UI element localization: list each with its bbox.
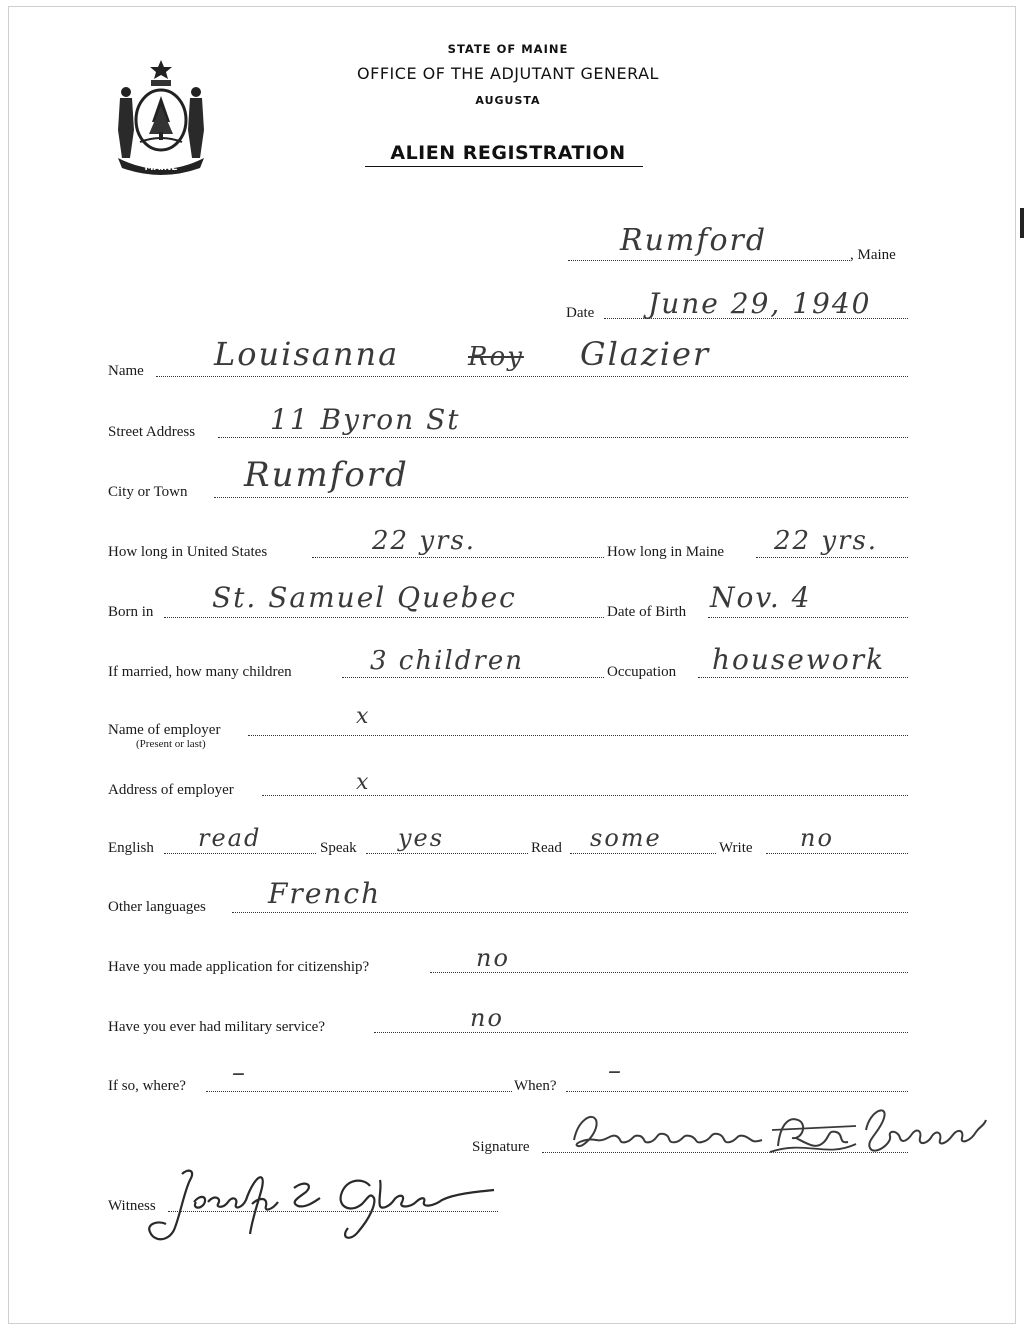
other-languages-dotline <box>232 912 908 913</box>
header-city: AUGUSTA <box>475 94 541 107</box>
citizenship-label: Have you made application for citizenship? <box>108 959 370 975</box>
born-in-entry: St. Samuel Quebec <box>212 581 517 614</box>
military-dotline <box>374 1032 908 1033</box>
name-dotline <box>156 376 908 377</box>
edge-mark <box>1020 208 1024 238</box>
date-entry: June 29, 1940 <box>648 287 872 320</box>
header-office: OFFICE OF THE ADJUTANT GENERAL <box>357 64 659 83</box>
military-entry: no <box>470 1004 504 1032</box>
maine-label: , Maine <box>850 247 896 263</box>
occupation-entry: housework <box>712 643 886 676</box>
speak-entry: yes <box>398 824 445 852</box>
citizenship-entry: no <box>476 944 510 972</box>
military-label: Have you ever had military service? <box>108 1019 325 1035</box>
employer-address-label: Address of employer <box>108 782 234 798</box>
applicant-signature <box>566 1100 996 1170</box>
how-long-maine-label: How long in Maine <box>607 544 725 560</box>
witness-signature <box>144 1158 504 1248</box>
read-entry: some <box>590 824 662 852</box>
english-dotline <box>164 853 316 854</box>
speak-label: Speak <box>320 840 357 856</box>
street-dotline <box>218 437 908 438</box>
english-label: English <box>108 840 154 856</box>
title-underline <box>365 166 643 167</box>
date-of-birth-entry: Nov. 4 <box>710 581 812 614</box>
signature-label: Signature <box>472 1139 530 1155</box>
how-long-maine-entry: 22 yrs. <box>774 526 879 556</box>
town-dotline <box>568 260 850 261</box>
employer-address-entry: x <box>356 770 371 795</box>
write-dotline <box>766 853 908 854</box>
employer-name-entry: x <box>356 704 371 729</box>
english-entry: read <box>198 824 262 852</box>
city-label: City or Town <box>108 484 188 500</box>
children-label: If married, how many children <box>108 664 292 680</box>
when-entry: – <box>608 1056 623 1086</box>
how-long-us-label: How long in United States <box>108 544 268 560</box>
how-long-us-entry: 22 yrs. <box>372 526 477 556</box>
name-first-entry: Louisanna <box>214 335 400 373</box>
speak-dotline <box>366 853 528 854</box>
where-entry: – <box>232 1058 247 1088</box>
street-label: Street Address <box>108 424 196 440</box>
date-of-birth-dotline <box>708 617 908 618</box>
occupation-label: Occupation <box>607 664 677 680</box>
seal-text: MAINE <box>144 163 178 173</box>
born-in-label: Born in <box>108 604 154 620</box>
occupation-dotline <box>698 677 908 678</box>
city-dotline <box>214 497 908 498</box>
when-label: When? <box>514 1078 557 1094</box>
children-entry: 3 children <box>370 646 524 676</box>
read-dotline <box>570 853 716 854</box>
other-languages-label: Other languages <box>108 899 206 915</box>
date-of-birth-label: Date of Birth <box>607 604 687 620</box>
name-label: Name <box>108 363 144 379</box>
date-label: Date <box>566 305 595 321</box>
employer-name-dotline <box>248 735 908 736</box>
write-label: Write <box>719 840 753 856</box>
header-state: STATE OF MAINE <box>447 42 569 56</box>
where-label: If so, where? <box>108 1078 186 1094</box>
employer-note: (Present or last) <box>136 738 206 750</box>
city-entry: Rumford <box>244 455 409 495</box>
street-entry: 11 Byron St <box>270 403 461 436</box>
employer-name-label: Name of employer <box>108 722 221 738</box>
name-last-entry: Glazier <box>580 335 711 373</box>
page-title: ALIEN REGISTRATION <box>390 142 626 164</box>
born-in-dotline <box>164 617 604 618</box>
how-long-maine-dotline <box>756 557 908 558</box>
where-dotline <box>206 1091 512 1092</box>
witness-label: Witness <box>108 1198 156 1214</box>
name-struck-entry: Roy <box>468 342 524 372</box>
read-label: Read <box>531 840 562 856</box>
employer-address-dotline <box>262 795 908 796</box>
town-entry: Rumford <box>620 223 768 258</box>
when-dotline <box>566 1091 908 1092</box>
other-languages-entry: French <box>268 877 382 910</box>
how-long-us-dotline <box>312 557 604 558</box>
children-dotline <box>342 677 604 678</box>
citizenship-dotline <box>430 972 908 973</box>
write-entry: no <box>800 824 834 852</box>
